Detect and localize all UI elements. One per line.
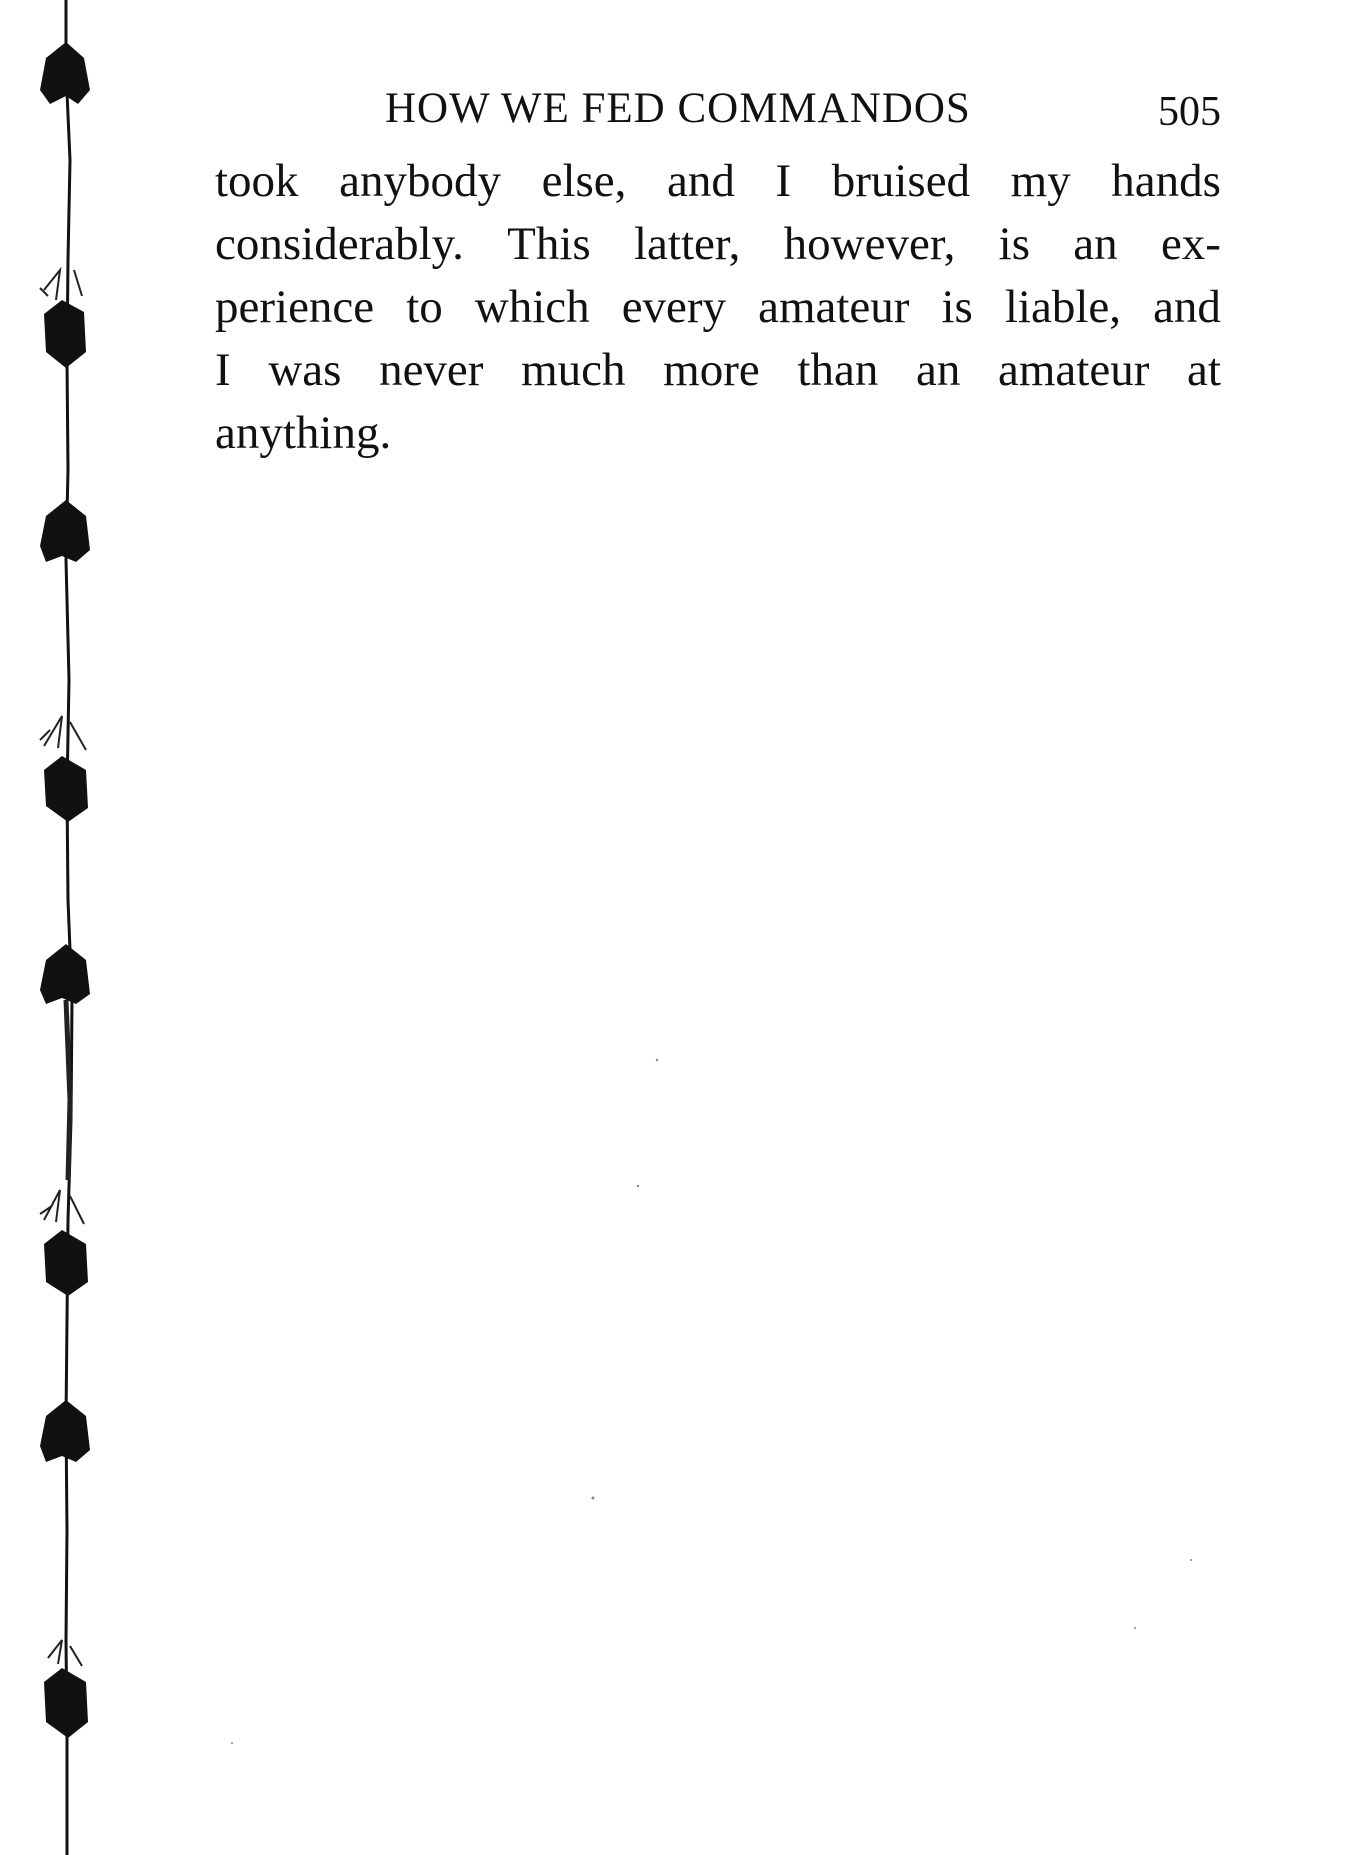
word: is bbox=[941, 281, 973, 333]
word: This bbox=[507, 218, 591, 270]
word: every bbox=[621, 281, 727, 333]
word: amateur bbox=[998, 344, 1150, 396]
word: never bbox=[379, 344, 484, 396]
page-number: 505 bbox=[1158, 89, 1221, 135]
binding-knot-4 bbox=[44, 756, 88, 822]
word: perience bbox=[215, 281, 375, 333]
word: anybody bbox=[339, 155, 502, 207]
word: at bbox=[1187, 344, 1221, 396]
word: amateur bbox=[758, 281, 910, 333]
binding-knot-6 bbox=[44, 1230, 88, 1296]
text-line-5 bbox=[215, 402, 1221, 465]
running-head bbox=[215, 84, 1221, 144]
binding-knot-5 bbox=[40, 944, 90, 1004]
word: however, bbox=[783, 218, 956, 270]
word: and bbox=[1153, 281, 1221, 333]
word: I bbox=[775, 155, 792, 207]
word: ex- bbox=[1160, 218, 1221, 270]
word: an bbox=[1073, 218, 1118, 270]
word: is bbox=[998, 218, 1030, 270]
word: more bbox=[663, 344, 760, 396]
binding-knot-1 bbox=[40, 42, 90, 104]
binding-knot-2 bbox=[44, 300, 86, 368]
word: considerably. bbox=[215, 218, 464, 270]
word: latter, bbox=[633, 218, 741, 270]
word: anything. bbox=[215, 407, 392, 459]
binding-knot-3 bbox=[40, 500, 90, 562]
word: which bbox=[474, 281, 590, 333]
binding-ornament bbox=[0, 0, 140, 1855]
text-line-3 bbox=[215, 276, 1221, 339]
body-paragraph bbox=[215, 150, 1221, 465]
word: I bbox=[215, 344, 231, 396]
text-line-1 bbox=[215, 150, 1221, 213]
word: to bbox=[406, 281, 443, 333]
word: hands bbox=[1111, 155, 1221, 207]
binding-knot-8 bbox=[44, 1668, 88, 1738]
running-head-title: HOW WE FED COMMANDOS bbox=[385, 85, 971, 132]
word: took bbox=[215, 155, 299, 207]
word: and bbox=[667, 155, 735, 207]
word: bruised bbox=[831, 155, 971, 207]
text-line-4 bbox=[215, 339, 1221, 402]
word: was bbox=[268, 344, 342, 396]
word: liable, bbox=[1004, 281, 1122, 333]
binding-knot-7 bbox=[40, 1400, 90, 1462]
word: my bbox=[1010, 155, 1071, 207]
word: else, bbox=[541, 155, 627, 207]
text-line-2 bbox=[215, 213, 1221, 276]
word: than bbox=[797, 344, 879, 396]
word: an bbox=[915, 344, 961, 396]
word: much bbox=[521, 344, 626, 396]
